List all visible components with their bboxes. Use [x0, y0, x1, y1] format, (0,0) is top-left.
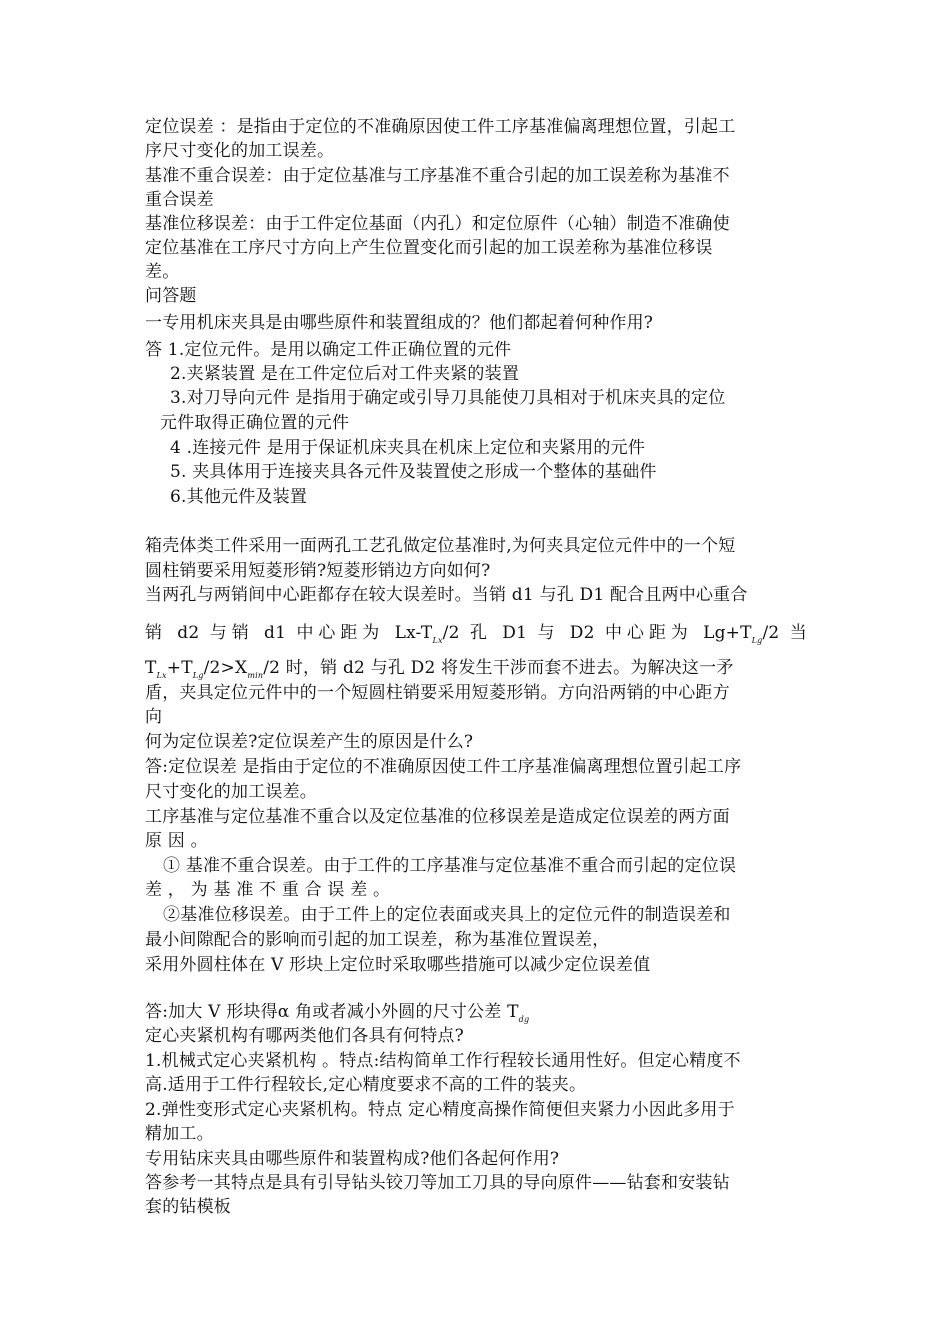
question: 圆柱销要采用短菱形销?短菱形销边方向如何? [145, 561, 491, 581]
text-line: 尺寸变化的加工误差。 [145, 782, 317, 802]
answer-item: 3.对刀导向元件 是指用于确定或引导刀具能使刀具相对于机床夹具的定位 [170, 388, 726, 408]
text-line: 工序基准与定位基准不重合以及定位基准的位移误差是造成定位误差的两方面 [145, 807, 730, 827]
answer-line: 答:加大 V 形块得α 角或者减小外圆的尺寸公差 $T_{dg}$ [145, 1002, 530, 1024]
subscript: Lx [432, 636, 443, 645]
text-line: 2.弹性变形式定心夹紧机构。特点 定心精度高操作简便但夹紧力小因此多用于 [145, 1100, 735, 1120]
answer-item: 元件取得正确位置的元件 [160, 413, 350, 433]
question: 何为定位误差?定位误差产生的原因是什么? [145, 732, 474, 752]
text-line: ②基准位移误差。由于工件上的定位表面或夹具上的定位元件的制造误差和 [163, 905, 731, 925]
answer-line: 当两孔与两销间中心距都存在较大误差时。当销 d1 与孔 D1 配合且两中心重合 [145, 585, 748, 605]
answer-item: 4 .连接元件 是用于保证机床夹具在机床上定位和夹紧用的元件 [170, 438, 646, 458]
text-line: 最小间隙配合的影响而引起的加工误差，称为基准位置误差， [145, 930, 610, 950]
text-line: 差 ， 为 基 准 不 重 合 误 差 。 [145, 880, 391, 900]
text-line: ① 基准不重合误差。由于工件的工序基准与定位基准不重合而引起的定位误 [163, 856, 737, 876]
question: 定心夹紧机构有哪两类他们各具有何特点? [145, 1026, 464, 1046]
text-line: 定位基准在工序尺寸方向上产生位置变化而引起的加工误差称为基准位移误 [145, 238, 713, 258]
answer-item: 5. 夹具体用于连接夹具各元件及装置使之形成一个整体的基础件 [170, 462, 657, 482]
section-heading: 问答题 [145, 286, 197, 306]
formula-line: 销 d2 与销 d1 中心距为 $Lx-T_{Lx}/2$ 孔 D1 与 D2 中心距为 $Lg+T_{Lg}/2$ 当 [145, 623, 807, 645]
text-line: 重合误差 [145, 190, 214, 210]
subscript: dg [518, 1015, 530, 1024]
text-line: 基准位移误差：由于工件定位基面（内孔）和定位原件（心轴）制造不准确使 [145, 214, 730, 234]
text-line: 定位误差 ：是指由于定位的不准确原因使工件工序基准偏离理想位置，引起工 [145, 117, 736, 137]
formula-line: $T_{Lx}+T_{Lg}/2>X_{min}/2$ 时，销 d2 与孔 D2 将发生干涉而套不进去。为解决这一矛 [145, 658, 734, 680]
text-line: 高.适用于工件行程较长,定心精度要求不高的工件的装夹。 [145, 1075, 587, 1095]
answer-line: 答:定位误差 是指由于定位的不准确原因使工件工序基准偏离理想位置引起工序 [145, 757, 742, 777]
text-line: 原 因 。 [145, 831, 208, 851]
subscript: min [247, 671, 264, 680]
text-line: 序尺寸变化的加工误差。 [145, 141, 335, 161]
subscript: Lg [751, 636, 763, 645]
answer-item: 2.夹紧装置 是在工件定位后对工件夹紧的装置 [170, 364, 520, 384]
text-line: 精加工。 [145, 1124, 214, 1144]
question: 箱壳体类工件采用一面两孔工艺孔做定位基准时,为何夹具定位元件中的一个短 [145, 536, 736, 556]
question: 采用外圆柱体在 V 形块上定位时采取哪些措施可以减少定位误差值 [145, 955, 651, 975]
text-line: 差。 [145, 262, 180, 282]
subscript: Lx [156, 671, 167, 680]
question: 专用钻床夹具由哪些原件和装置构成?他们各起何作用? [145, 1149, 560, 1169]
text-line: 套的钻模板 [145, 1197, 231, 1217]
answer-line: 答 1.定位元件。是用以确定工件正确位置的元件 [145, 340, 512, 360]
text-line: 向 [145, 707, 163, 727]
subscript: Lg [192, 671, 204, 680]
text-line: 盾，夹具定位元件中的一个短圆柱销要采用短菱形销。方向沿两销的中心距方 [145, 683, 730, 703]
text-line: 1.机械式定心夹紧机构 。特点:结构简单工作行程较长通用性好。但定心精度不 [145, 1051, 741, 1071]
answer-item: 6.其他元件及装置 [170, 487, 308, 507]
answer-line: 答参考一其特点是具有引导钻头铰刀等加工刀具的导向原件——钻套和安装钻 [145, 1173, 730, 1193]
text-line: 基准不重合误差：由于定位基准与工序基准不重合引起的加工误差称为基准不 [145, 166, 730, 186]
question: 一专用机床夹具是由哪些原件和装置组成的？他们都起着何种作用? [145, 313, 654, 333]
